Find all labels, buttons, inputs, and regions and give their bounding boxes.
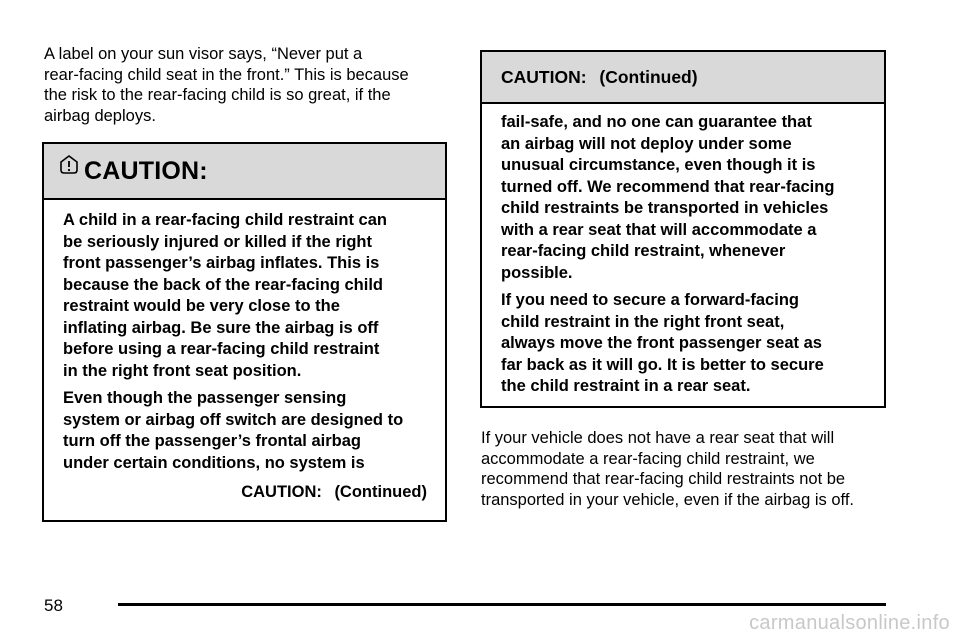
caution-line: fail-safe, and no one can guarantee that	[501, 113, 812, 131]
caution-line: be seriously injured or killed if the right	[63, 232, 372, 251]
caution-paragraph	[63, 210, 435, 382]
caution-line: If you need to secure a forward-facing	[501, 291, 799, 309]
caution-title: CAUTION:	[84, 156, 208, 185]
intro-line: the risk to the rear-facing child is so great, if the	[44, 86, 391, 104]
caution-paragraph	[501, 290, 874, 398]
caution-line: far back as it will go. It is better to secure	[501, 355, 824, 374]
caution-body	[44, 200, 445, 474]
outro-line: accommodate a rear-facing child restraint, we	[481, 449, 815, 468]
caution-line: front passenger’s airbag inflates. This is	[63, 254, 380, 272]
footer-rule	[118, 603, 886, 606]
caution-line: before using a rear-facing child restraint	[63, 340, 380, 358]
caution-line: system or airbag off switch are designed to	[63, 410, 404, 429]
caution-line: in the right front seat position.	[63, 361, 302, 380]
caution-line: with a rear seat that will accommodate a	[501, 220, 817, 239]
caution-line: inflating airbag. Be sure the airbag is off	[63, 318, 379, 337]
caution-line: the child restraint in a rear seat.	[501, 377, 751, 395]
caution-line: turned off. We recommend that rear-facing	[501, 177, 835, 196]
page-number: 58	[44, 596, 63, 615]
caution-line: rear-facing child restraint, whenever	[501, 242, 786, 260]
caution-continued-note: CAUTION: (Continued)	[241, 483, 427, 501]
caution-title: CAUTION: (Continued)	[501, 66, 698, 87]
outro-line: If your vehicle does not have a rear seat that will	[481, 429, 835, 447]
caution-header	[44, 144, 445, 200]
caution-line: possible.	[501, 263, 573, 282]
caution-paragraph	[501, 112, 874, 284]
outro-paragraph	[481, 428, 891, 510]
outro-line: transported in your vehicle, even if the airbag is off.	[481, 490, 854, 509]
caution-line: Even though the passenger sensing	[63, 389, 347, 407]
caution-box-right	[480, 50, 886, 408]
intro-line: rear-facing child seat in the front.” This is because	[44, 65, 409, 84]
caution-line: because the back of the rear-facing child	[63, 275, 384, 294]
caution-line: always move the front passenger seat as	[501, 334, 822, 352]
outro-line: recommend that rear-facing child restraints not be	[481, 470, 846, 488]
caution-line: child restraint in the right front seat,	[501, 312, 785, 331]
intro-line: A label on your sun visor says, “Never put a	[44, 45, 363, 63]
caution-paragraph	[63, 388, 435, 474]
watermark: carmanualsonline.info	[749, 612, 950, 634]
caution-line: A child in a rear-facing child restraint can	[63, 211, 387, 229]
intro-paragraph	[44, 44, 454, 126]
caution-line: child restraints be transported in vehicles	[501, 199, 829, 217]
caution-line: turn off the passenger’s frontal airbag	[63, 432, 361, 450]
caution-body	[482, 104, 884, 398]
caution-line: an airbag will not deploy under some	[501, 134, 792, 153]
intro-line: airbag deploys.	[44, 106, 156, 125]
caution-header	[482, 52, 884, 104]
warning-icon	[58, 154, 80, 176]
caution-line: unusual circumstance, even though it is	[501, 156, 816, 174]
caution-line: restraint would be very close to the	[63, 297, 340, 315]
caution-line: under certain conditions, no system is	[63, 453, 365, 472]
caution-box-left	[42, 142, 447, 522]
